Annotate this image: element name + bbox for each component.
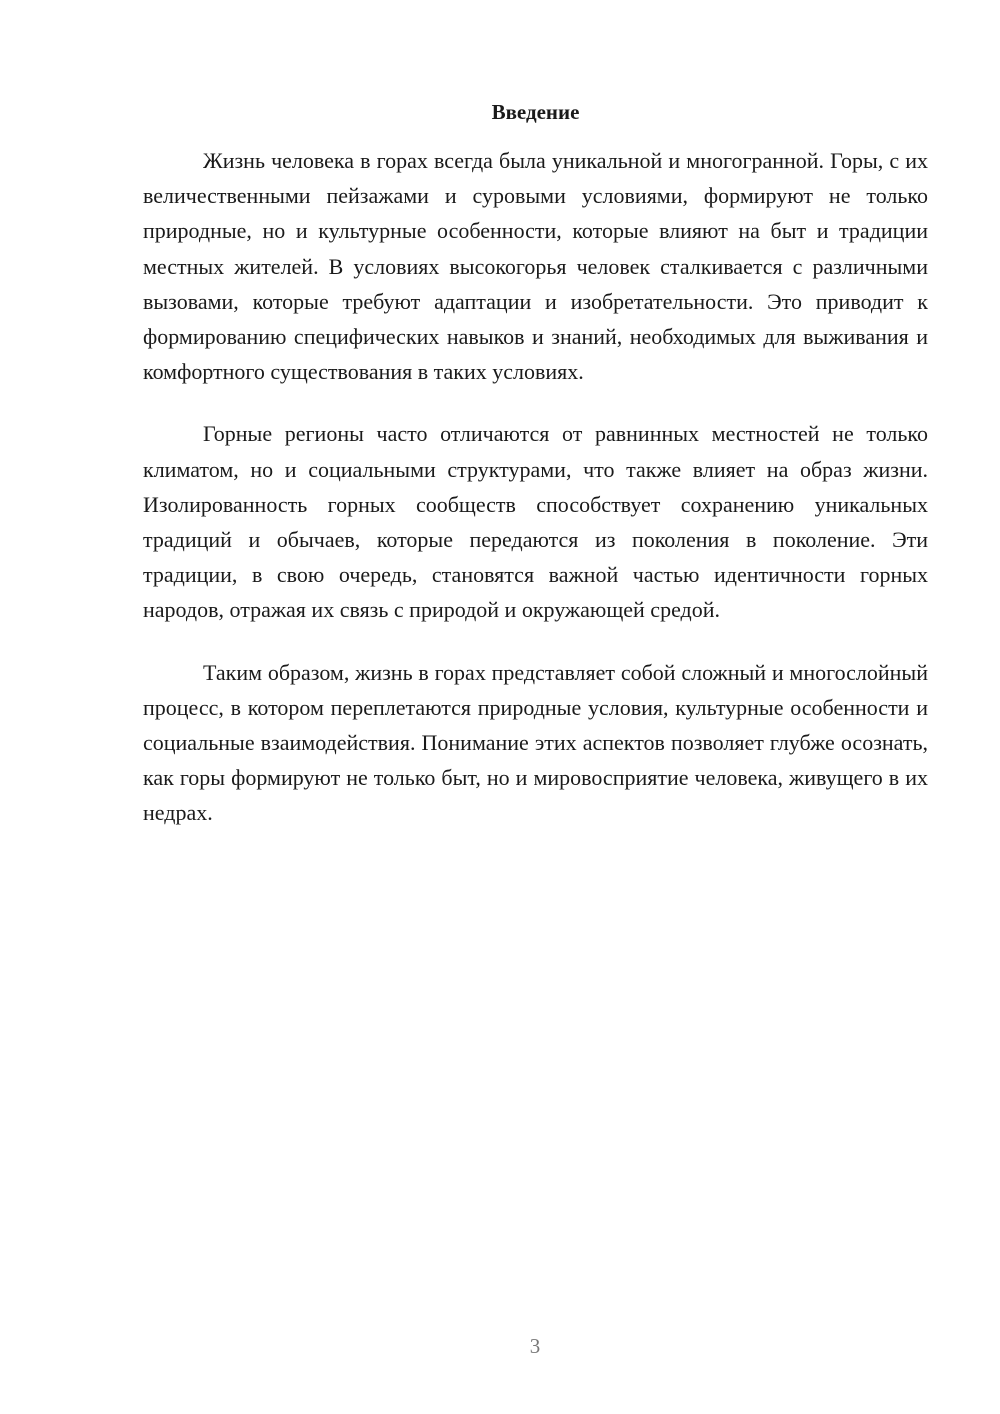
- page-number: 3: [529, 1334, 541, 1358]
- section-heading: Введение: [491, 100, 580, 124]
- paragraph-2: Горные регионы часто отличаются от равнинных местностей не только климатом, но и социальными структурами, что также влияет на образ жизни. Изолированность горных сообществ способствует сохранению уникальных традиций и обычаев, которые передаются из поколения в поколение. Эти традиции, в свою очередь, становятся важной частью идентичности горных народов, отражая их связь с природой и окружающей средой.: [143, 421, 928, 623]
- paragraph-1: Жизнь человека в горах всегда была уникальной и многогранной. Горы, с их величественными пейзажами и суровыми условиями, формируют не только природные, но и культурные особенности, которые влияют на быт и традиции местных жителей. В условиях высокогорья человек сталкивается с различными вызовами, которые требуют адаптации и изобретательности. Это приводит к формированию специфических навыков и знаний, необходимых для выживания и комфортного существования в таких условиях.: [143, 148, 928, 385]
- document-body: [143, 143, 928, 858]
- paragraph-3: Таким образом, жизнь в горах представляет собой сложный и многослойный процесс, в котором переплетаются природные условия, культурные особенности и социальные взаимодействия. Понимание этих аспектов позволяет глубже осознать, как горы формируют не только быт, но и мировосприятие человека, живущего в их недрах.: [143, 659, 928, 826]
